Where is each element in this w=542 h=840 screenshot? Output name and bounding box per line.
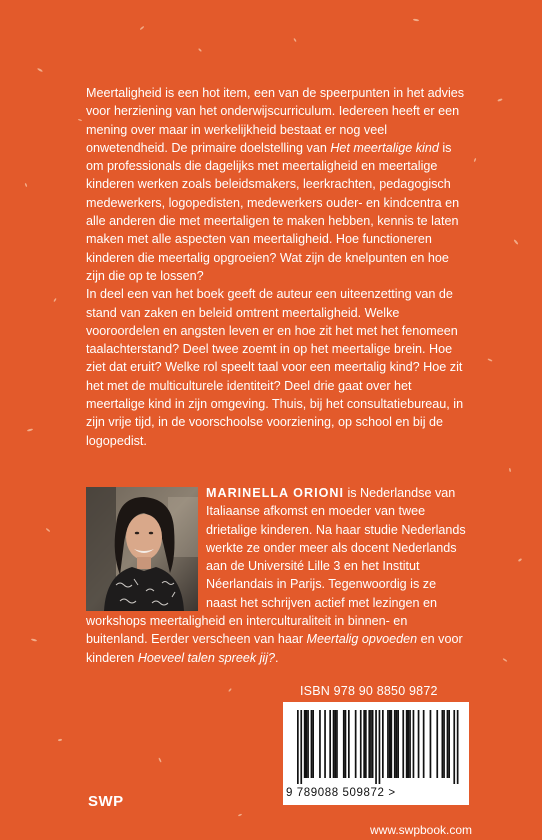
author-name: MARINELLA ORIONI: [206, 486, 344, 500]
publisher-logo: SWP: [88, 793, 124, 810]
barcode-bar: [447, 710, 449, 778]
barcode-bar: [355, 710, 357, 778]
barcode-bar: [360, 710, 362, 778]
barcode-bar: [453, 710, 455, 784]
blurb-paragraph-2: In deel een van het boek geeft de auteur een uiteenzetting van de stand van zaken en beleid omtrent meertaligheid. Welke vooroordelen en angsten leven er en hoe zit het met het fenomeen taalachterstand? Deel twee zoemt in op het meertalige brein. Hoe ziet dat eruit? Welke rol speelt taal voor een meertalig kind? Hoe zit het met de multiculturele identiteit? Deel drie gaat over het meertalige kind in zijn omgeving. Thuis, bij het consultatiebureau, in zijn vrije tijd, in de voorschoolse voorziening, op school en bij de logopedist.: [86, 287, 464, 448]
barcode-bar: [363, 710, 365, 778]
barcode-bar: [402, 710, 404, 778]
blurb-paragraph-1: [86, 84, 466, 285]
photo-spacer: [86, 484, 206, 608]
barcode-bar: [304, 710, 306, 778]
barcode-bar: [406, 710, 408, 778]
barcode-bar: [348, 710, 350, 778]
book-reference-2: Hoeveel talen spreek jij?: [137, 650, 276, 665]
barcode-bar: [307, 710, 309, 778]
barcode-bar: [365, 710, 367, 778]
barcode-bar: [368, 710, 370, 778]
back-cover-blurb: [86, 84, 466, 450]
barcode-bar: [396, 710, 398, 778]
barcode-bar: [334, 710, 336, 778]
publisher-website: www.swpbook.com: [370, 823, 473, 837]
barcode-bar: [436, 710, 438, 778]
isbn-label: ISBN 978 90 8850 9872: [300, 684, 438, 698]
barcode-bar: [408, 710, 410, 778]
barcode-bar: [387, 710, 389, 778]
blurb-text: Meertaligheid is een hot item, een van de speerpunten in het advies voor herziening van het onderwijscurriculum. Iedereen heeft er een mening over maar in werkelijkheid bestaat er nog veel onwetendheid. De primaire doelstelling van: [86, 86, 465, 155]
barcode-bar: [300, 710, 302, 784]
barcode-bars: [283, 702, 469, 788]
barcode-bar: [443, 710, 445, 778]
barcode-bar: [324, 710, 326, 778]
author-bio: [86, 484, 466, 667]
blurb-text: is om professionals die dagelijks met meertaligheid en meertalige kinderen werken zoals beleidsmakers, leerkrachten, pedagogisch medewerkers, logopedisten, medewerkers ouder- en kindcentra en alle anderen die met meertaligen te maken hebben, kennis te laten maken met alle aspecten van meertaligheid. Hoe functioneren kinderen die meertalig opgroeien? Wat zijn de knelpunten en hoe zijn die op te lossen?: [86, 140, 460, 283]
barcode-bar: [382, 710, 384, 778]
barcode-bar: [409, 710, 411, 778]
barcode-bar: [333, 710, 335, 778]
barcode-bar: [418, 710, 420, 778]
barcode-bar: [448, 710, 450, 778]
barcode-bar: [413, 710, 415, 778]
barcode-bar: [372, 710, 374, 778]
barcode-bar: [306, 710, 308, 778]
barcode-bar: [319, 710, 321, 778]
barcode-bar: [389, 710, 391, 778]
barcode-bar: [457, 710, 459, 784]
author-bio-text: is Nederlandse van Italiaanse afkomst en moeder van twee drietalige kinderen. Na haar studie Nederlands werkte ze onder meer als docent Nederlands aan de Université Lille 3 en het Institut Néerlandais in Parijs. Tegenwoordig is ze naast het schrijven actief met lezingen en workshops meertaligheid en interculturaliteit in binnen- en buitenland. Eerder verscheen van haar: [86, 486, 466, 647]
barcode-bar: [370, 710, 372, 778]
author-bio-text: en voor kinderen: [86, 632, 463, 665]
book-title-reference: Het meertalige kind: [330, 140, 439, 155]
barcode-bar: [345, 710, 347, 778]
barcode-bar: [375, 710, 377, 784]
barcode-bar: [430, 710, 432, 778]
barcode-bar: [397, 710, 399, 778]
book-reference-1: Meertalig opvoeden: [306, 632, 418, 647]
barcode-bar: [423, 710, 425, 778]
barcode-bar: [329, 710, 331, 778]
barcode-bar: [297, 710, 299, 784]
barcode-bar: [379, 710, 381, 784]
barcode-bar: [343, 710, 345, 778]
barcode-bar: [442, 710, 444, 778]
barcode-bar: [311, 710, 313, 778]
barcode-bar: [336, 710, 338, 778]
barcode-bar: [312, 710, 314, 778]
barcode-digits: 9 789088 509872 >: [286, 787, 396, 799]
barcode-bar: [394, 710, 396, 778]
barcode-bar: [391, 710, 393, 778]
author-bio-text: .: [275, 650, 279, 665]
